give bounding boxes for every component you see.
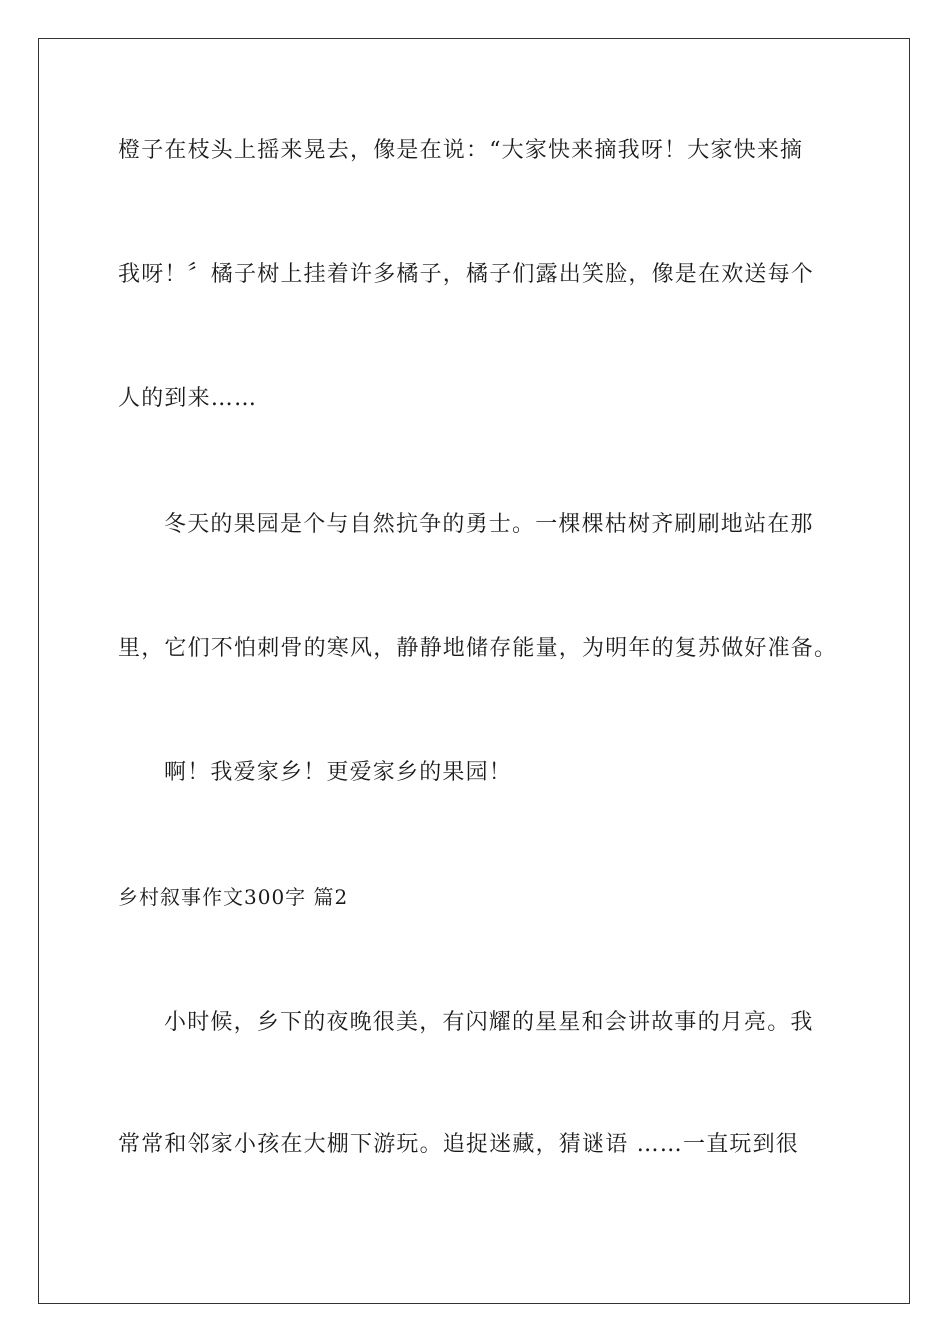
paragraph-line: 人的到来……: [118, 386, 258, 411]
paragraph-line: 我呀！〞橘子树上挂着许多橘子，橘子们露出笑脸，像是在欢送每个: [118, 262, 815, 287]
paragraph-line: 橙子在枝头上摇来晃去，像是在说：“大家快来摘我呀！大家快来摘: [118, 138, 804, 163]
section-heading: 乡村叙事作文300字 篇2: [118, 885, 349, 909]
paragraph-line: 啊！我爱家乡！更爱家乡的果园！: [164, 760, 513, 785]
paragraph-line: 里，它们不怕刺骨的寒风，静静地储存能量，为明年的复苏做好准备。: [118, 636, 838, 661]
paragraph-line: 小时候，乡下的夜晚很美，有闪耀的星星和会讲故事的月亮。我: [164, 1010, 814, 1035]
page-border: [38, 38, 910, 1304]
paragraph-line: 常常和邻家小孩在大棚下游玩。追捉迷藏，猜谜语 ……一直玩到很: [118, 1132, 799, 1157]
paragraph-line: 冬天的果园是个与自然抗争的勇士。一棵棵枯树齐刷刷地站在那: [164, 512, 814, 537]
